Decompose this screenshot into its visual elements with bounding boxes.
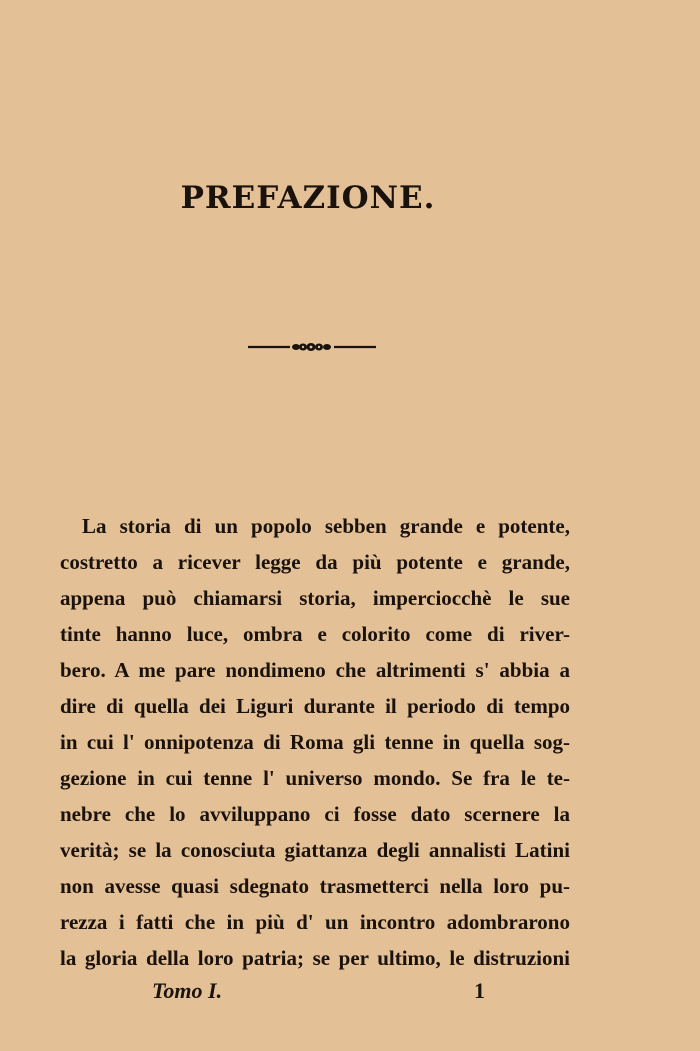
page-footer xyxy=(0,978,700,1008)
volume-signature: Tomo I. xyxy=(152,978,223,1003)
preface-paragraph xyxy=(60,508,570,976)
paragraph-line: la gloria della loro patria; se per ultimo, le distruzioni xyxy=(60,946,570,970)
page-number: 1 xyxy=(474,978,485,1003)
paragraph-line: rezza i fatti che in più d' un incontro adombrarono xyxy=(60,910,570,934)
paragraph-line: appena può chiamarsi storia, imperciocchè le sue xyxy=(60,586,570,610)
paragraph-line: non avesse quasi sdegnato trasmetterci nella loro pu- xyxy=(60,874,570,898)
paragraph-line: gezione in cui tenne l' universo mondo. Se fra le te- xyxy=(60,766,570,790)
paragraph-line: La storia di un popolo sebben grande e potente, xyxy=(82,514,570,538)
paragraph-line: tinte hanno luce, ombra e colorito come di river- xyxy=(60,622,570,646)
paragraph-line: nebre che lo avviluppano ci fosse dato scernere la xyxy=(60,802,570,826)
page-title: PREFAZIONE. xyxy=(180,180,436,216)
paragraph-line: bero. A me pare nondimeno che altrimenti s' abbia a xyxy=(60,658,570,682)
paragraph-line: costretto a ricever legge da più potente e grande, xyxy=(60,550,570,574)
paragraph-line: dire di quella dei Liguri durante il periodo di tempo xyxy=(60,694,570,718)
paragraph-line: verità; se la conosciuta giattanza degli annalisti Latini xyxy=(60,838,570,862)
paragraph-line: in cui l' onnipotenza di Roma gli tenne in quella sog- xyxy=(60,730,570,754)
decorative-rule-ornament-icon xyxy=(248,338,376,356)
